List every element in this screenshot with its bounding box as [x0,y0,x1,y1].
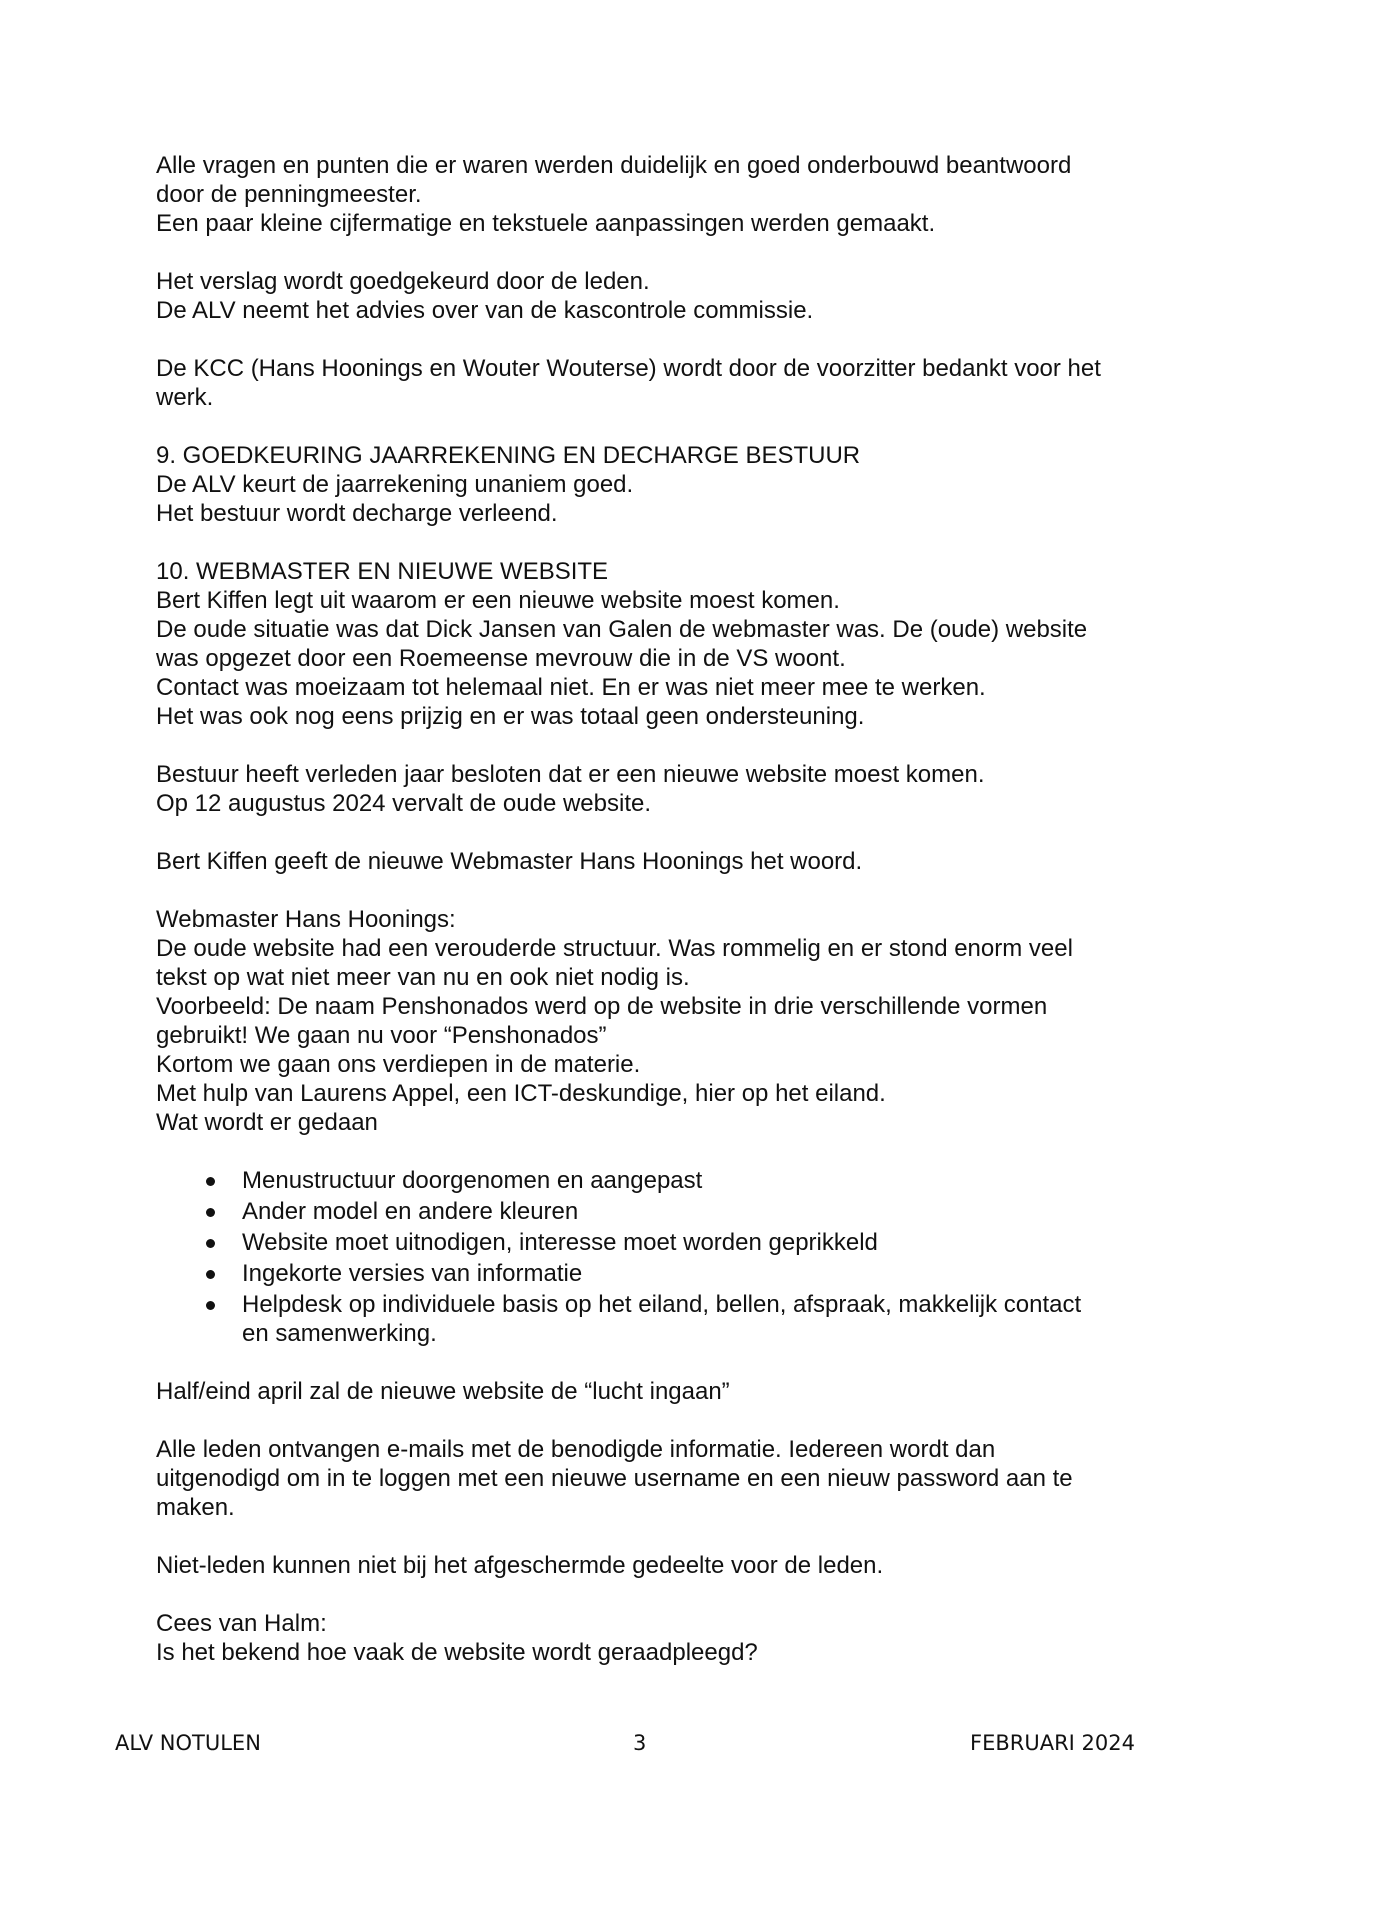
text-line: De ALV neemt het advies over van de kascontrole commissie. [156,297,814,324]
bullet-icon [206,1301,215,1310]
text-line: Alle vragen en punten die er waren werden duidelijk en goed onderbouwd beantwoord [156,152,1072,179]
paragraph [156,760,1206,818]
list-item [156,1259,1206,1288]
text-line: Een paar kleine cijfermatige en tekstuele aanpassingen werden gemaakt. [156,210,936,237]
list-item-text: Ander model en andere kleuren [242,1198,579,1225]
paragraph [156,557,1206,731]
list-item-text: Helpdesk op individuele basis op het eiland, bellen, afspraak, makkelijk contact [242,1291,1082,1318]
bullet-icon [206,1208,215,1217]
text-line: Op 12 augustus 2024 vervalt de oude website. [156,790,651,817]
text-line: De ALV keurt de jaarrekening unaniem goed. [156,471,634,498]
text-line: Alle leden ontvangen e-mails met de benodigde informatie. Iedereen wordt dan [156,1436,996,1463]
paragraph [156,905,1206,1137]
list-item [156,1228,1206,1257]
text-line: door de penningmeester. [156,181,422,208]
list-item [156,1166,1206,1195]
paragraph [156,1377,1206,1406]
list-item-text: Website moet uitnodigen, interesse moet worden geprikkeld [242,1229,878,1256]
footer-title: ALV NOTULEN [115,1731,261,1755]
list-item-text: en samenwerking. [242,1320,437,1347]
paragraph [156,267,1206,325]
text-section [156,1377,1206,1667]
page-number: 3 [633,1731,647,1755]
text-line: Kortom we gaan ons verdiepen in de materie. [156,1051,641,1078]
document-body [156,151,1206,1696]
text-line: Voorbeeld: De naam Penshonados werd op de website in drie verschillende vormen [156,993,1048,1020]
text-line: tekst op wat niet meer van nu en ook niet nodig is. [156,964,690,991]
paragraph [156,151,1206,238]
paragraph [156,1609,1206,1667]
list-item-text: Menustructuur doorgenomen en aangepast [242,1167,703,1194]
text-line: Cees van Halm: [156,1610,327,1637]
bullet-icon [206,1239,215,1248]
text-line: De KCC (Hans Hoonings en Wouter Wouterse) wordt door de voorzitter bedankt voor het [156,355,1101,382]
text-line: De oude situatie was dat Dick Jansen van Galen de webmaster was. De (oude) website [156,616,1088,643]
text-line: 9. GOEDKEURING JAARREKENING EN DECHARGE BESTUUR [156,442,861,469]
text-line: Bestuur heeft verleden jaar besloten dat er een nieuwe website moest komen. [156,761,985,788]
paragraph [156,1551,1206,1580]
text-line: Half/eind april zal de nieuwe website de “lucht ingaan” [156,1378,730,1405]
text-section [156,151,1206,1137]
text-line: gebruikt! We gaan nu voor “Penshonados” [156,1022,607,1049]
text-line: De oude website had een verouderde structuur. Was rommelig en er stond enorm veel [156,935,1073,962]
page-footer [115,1731,1135,1761]
text-line: Wat wordt er gedaan [156,1109,378,1136]
text-line: Het was ook nog eens prijzig en er was totaal geen ondersteuning. [156,703,865,730]
text-line: was opgezet door een Roemeense mevrouw die in de VS woont. [156,645,846,672]
text-line: Het bestuur wordt decharge verleend. [156,500,558,527]
text-line: Met hulp van Laurens Appel, een ICT-deskundige, hier op het eiland. [156,1080,886,1107]
paragraph [156,354,1206,412]
text-line: Bert Kiffen legt uit waarom er een nieuwe website moest komen. [156,587,840,614]
text-line: Webmaster Hans Hoonings: [156,906,456,933]
text-line: Contact was moeizaam tot helemaal niet. En er was niet meer mee te werken. [156,674,986,701]
paragraph [156,847,1206,876]
list-item [156,1197,1206,1226]
footer-date: FEBRUARI 2024 [970,1731,1135,1755]
text-line: Is het bekend hoe vaak de website wordt geraadpleegd? [156,1639,758,1666]
text-line: Het verslag wordt goedgekeurd door de leden. [156,268,650,295]
paragraph [156,1435,1206,1522]
bullet-list [156,1166,1206,1348]
text-line: werk. [156,384,214,411]
bullet-icon [206,1177,215,1186]
text-line: 10. WEBMASTER EN NIEUWE WEBSITE [156,558,609,585]
text-line: maken. [156,1494,235,1521]
text-line: Niet-leden kunnen niet bij het afgeschermde gedeelte voor de leden. [156,1552,884,1579]
paragraph [156,441,1206,528]
bullet-icon [206,1270,215,1279]
text-line: uitgenodigd om in te loggen met een nieuwe username en een nieuw password aan te [156,1465,1073,1492]
text-line: Bert Kiffen geeft de nieuwe Webmaster Hans Hoonings het woord. [156,848,863,875]
list-item [156,1290,1206,1348]
list-item-text: Ingekorte versies van informatie [242,1260,583,1287]
